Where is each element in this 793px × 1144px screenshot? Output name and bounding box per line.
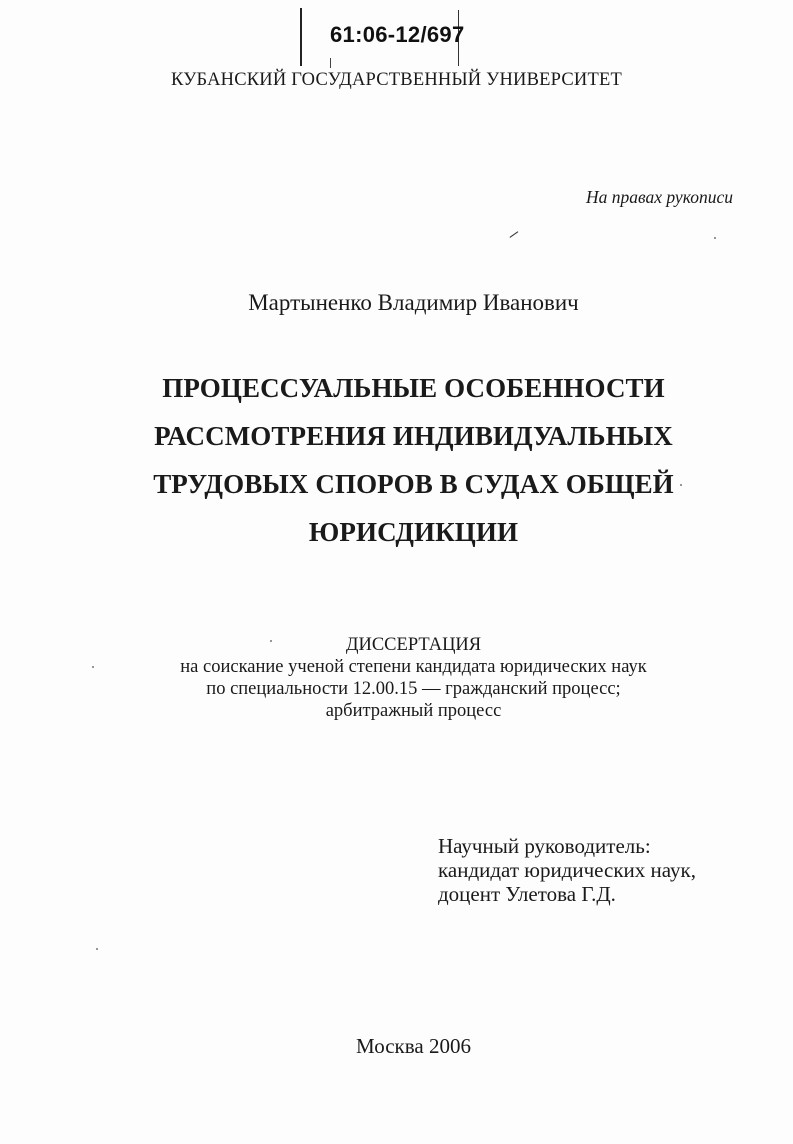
- dissertation-heading: ДИССЕРТАЦИЯ: [345, 635, 482, 655]
- dissertation-line: по специальности 12.00.15 — гражданский процесс;: [206, 679, 621, 699]
- supervisor-line: Научный руководитель:: [438, 834, 651, 858]
- supervisor-line: кандидат юридических наук,: [438, 858, 696, 882]
- dissertation-line: арбитражный процесс: [325, 701, 502, 721]
- title-line: РАССМОТРЕНИЯ ИНДИВИДУАЛЬНЫХ: [154, 421, 673, 451]
- archive-stamp-bracket-left: [300, 8, 302, 66]
- university-name: КУБАНСКИЙ ГОСУДАРСТВЕННЫЙ УНИВЕРСИТЕТ: [171, 70, 622, 90]
- title-line: ПРОЦЕССУАЛЬНЫЕ ОСОБЕННОСТИ: [162, 373, 665, 403]
- dissertation-line: на соискание ученой степени кандидата юридических наук: [180, 657, 647, 677]
- archive-code: 61:06-12/697: [330, 22, 465, 47]
- manuscript-rights-note: На правах рукописи: [586, 187, 733, 207]
- scan-speck: [96, 948, 98, 950]
- city-year: Москва 2006: [356, 1034, 471, 1058]
- author-name: Мартыненко Владимир Иванович: [248, 290, 579, 315]
- archive-stamp-tick: [330, 58, 331, 68]
- pen-mark: [510, 231, 519, 238]
- dissertation-info: [0, 634, 793, 722]
- dissertation-title: [0, 364, 793, 556]
- supervisor-info: [438, 834, 696, 906]
- title-line: ТРУДОВЫХ СПОРОВ В СУДАХ ОБЩЕЙ: [153, 469, 674, 499]
- supervisor-line: доцент Улетова Г.Д.: [438, 882, 616, 906]
- scan-speck: [714, 237, 716, 239]
- title-line: ЮРИСДИКЦИИ: [308, 517, 519, 547]
